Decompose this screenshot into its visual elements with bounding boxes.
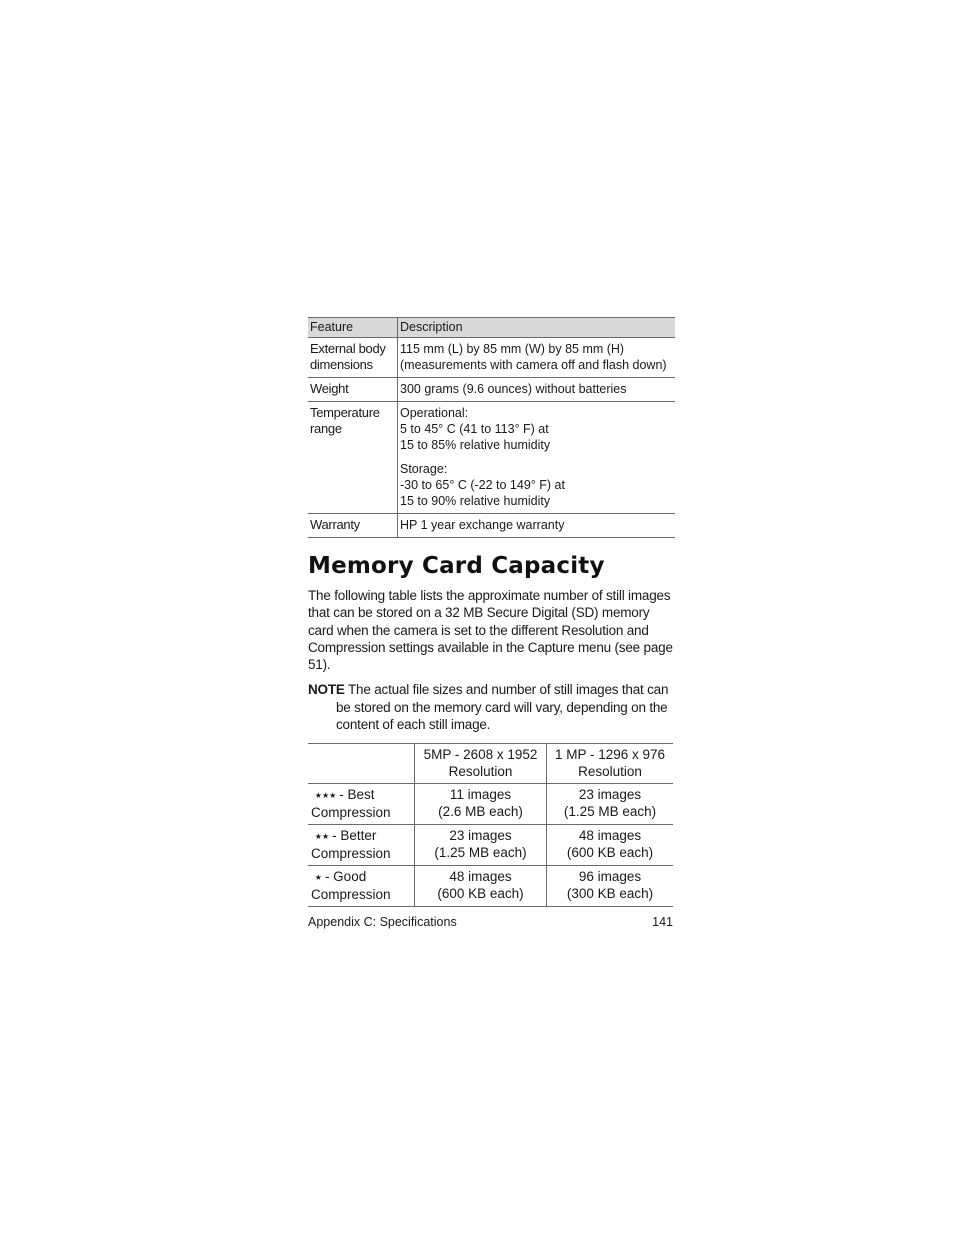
feature-cell: Weight bbox=[308, 378, 398, 402]
image-count: 48 images bbox=[449, 869, 512, 885]
note-label: NOTE bbox=[308, 682, 345, 698]
description-line: -30 to 65° C (-22 to 149° F) at bbox=[400, 478, 565, 492]
intro-text: menu (see page 51). bbox=[308, 639, 673, 673]
image-count: 23 images bbox=[449, 828, 512, 844]
table-row bbox=[308, 338, 675, 378]
description-cell bbox=[398, 514, 676, 538]
compression-level: - Better bbox=[332, 828, 377, 844]
description-line: HP 1 year exchange warranty bbox=[400, 518, 565, 532]
capacity-cell bbox=[547, 825, 674, 866]
description-line: 15 to 85% relative humidity bbox=[400, 438, 551, 452]
intro-text: and bbox=[623, 622, 649, 638]
image-size: (1.25 MB each) bbox=[434, 845, 527, 861]
image-size: (600 KB each) bbox=[566, 845, 654, 861]
compression-label-cell bbox=[308, 784, 415, 825]
image-size: (600 KB each) bbox=[437, 886, 524, 902]
star-icon: ★ bbox=[314, 873, 322, 883]
table-row bbox=[308, 378, 675, 402]
table-header-row bbox=[308, 744, 673, 784]
compression-setting-name: Compression bbox=[308, 639, 386, 655]
page-number: 141 bbox=[652, 915, 673, 929]
star-icon: ★★★ bbox=[314, 791, 337, 801]
compression-level: - Best bbox=[339, 787, 375, 803]
image-size: (300 KB each) bbox=[566, 886, 654, 902]
note-text: The actual file sizes and number of still images that can be stored on the memory card will vary, depending on the content of each still image. bbox=[336, 682, 669, 733]
header-line: 1 MP - 1296 x 976 bbox=[554, 747, 666, 763]
capacity-cell bbox=[415, 784, 547, 825]
image-count: 23 images bbox=[578, 787, 642, 803]
resolution-setting-name: Resolution bbox=[561, 622, 624, 638]
description-line: 300 grams (9.6 ounces) without batteries bbox=[400, 382, 627, 396]
star-icon: ★★ bbox=[314, 832, 330, 842]
intro-text: settings available in the bbox=[385, 639, 528, 655]
header-5mp bbox=[415, 744, 547, 784]
intro-paragraph bbox=[308, 587, 675, 673]
table-row bbox=[308, 514, 675, 538]
header-line: 5MP - 2608 x 1952 bbox=[423, 747, 538, 763]
table-header-row bbox=[308, 318, 675, 338]
compression-word: Compression bbox=[311, 846, 391, 862]
memory-capacity-table bbox=[308, 743, 673, 907]
description-line: 15 to 90% relative humidity bbox=[400, 494, 551, 508]
image-count: 48 images bbox=[578, 828, 642, 844]
footer-chapter: Appendix C: Specifications bbox=[308, 915, 457, 929]
compression-word: Compression bbox=[311, 805, 391, 821]
compression-label-cell bbox=[308, 825, 415, 866]
description-cell bbox=[398, 338, 676, 378]
capacity-cell bbox=[415, 866, 547, 907]
compression-label-cell bbox=[308, 866, 415, 907]
feature-cell: External body dimensions bbox=[308, 338, 398, 378]
empty-header-cell bbox=[308, 744, 415, 784]
intro-text: The following table lists the approximate number of still images that can be stored on a 32 MB Secure Digital (SD) memory card when the camera is set to the different bbox=[308, 588, 671, 638]
description-cell bbox=[398, 378, 676, 402]
table-row bbox=[308, 825, 673, 866]
compression-level: - Good bbox=[324, 869, 367, 885]
description-cell bbox=[398, 402, 676, 514]
header-feature: Feature bbox=[308, 318, 398, 338]
header-line: Resolution bbox=[578, 764, 642, 780]
compression-word: Compression bbox=[311, 887, 391, 903]
table-row bbox=[308, 784, 673, 825]
page-footer bbox=[308, 915, 673, 929]
section-title: Memory Card Capacity bbox=[308, 553, 605, 579]
description-line: Operational: bbox=[400, 406, 469, 420]
table-row bbox=[308, 866, 673, 907]
image-size: (1.25 MB each) bbox=[563, 804, 657, 820]
image-count: 11 images bbox=[449, 787, 512, 803]
feature-cell: Warranty bbox=[308, 514, 398, 538]
image-count: 96 images bbox=[578, 869, 642, 885]
header-1mp bbox=[547, 744, 674, 784]
page-content bbox=[308, 317, 675, 907]
description-line: 115 mm (L) by 85 mm (W) by 85 mm (H) bbox=[400, 342, 625, 356]
description-line: (measurements with camera off and flash down) bbox=[400, 358, 667, 372]
feature-cell: Temperature range bbox=[308, 402, 398, 514]
note-block bbox=[308, 681, 675, 733]
specifications-table bbox=[308, 317, 675, 538]
description-line: 5 to 45° C (41 to 113° F) at bbox=[400, 422, 549, 436]
description-line: Storage: bbox=[400, 462, 448, 476]
table-row bbox=[308, 402, 675, 514]
capture-menu-name: Capture bbox=[527, 639, 575, 655]
capacity-cell bbox=[547, 784, 674, 825]
capacity-cell bbox=[415, 825, 547, 866]
capacity-cell bbox=[547, 866, 674, 907]
header-line: Resolution bbox=[448, 764, 513, 780]
image-size: (2.6 MB each) bbox=[438, 804, 523, 820]
header-description: Description bbox=[398, 318, 676, 338]
